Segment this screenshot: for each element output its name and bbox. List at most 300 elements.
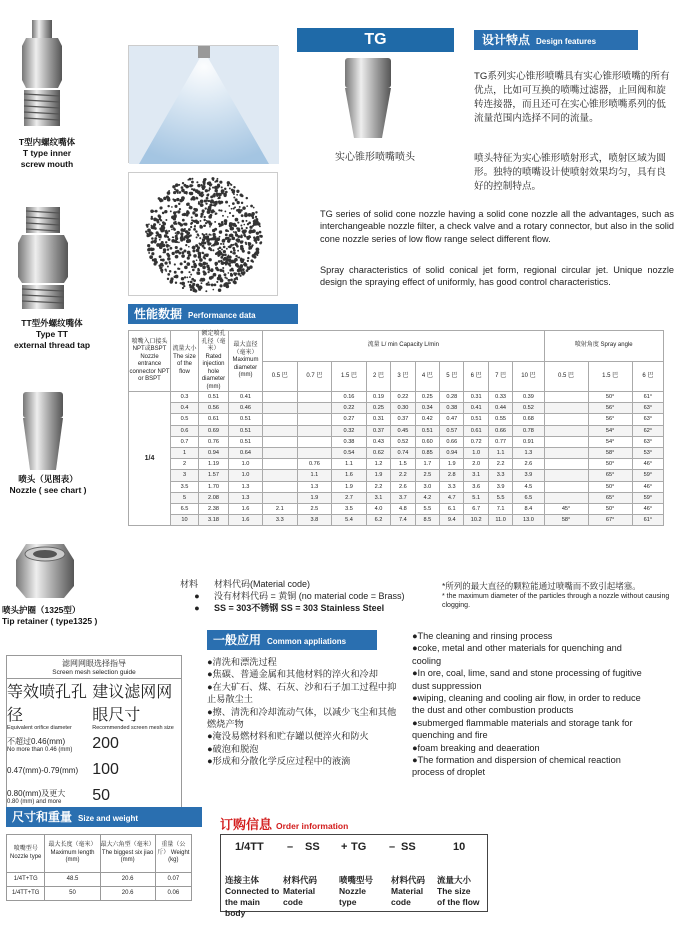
spray-droplet	[230, 225, 232, 227]
tg-label: TG	[297, 28, 454, 52]
spray-droplet	[191, 216, 193, 218]
table-cell: 1.57	[199, 470, 229, 481]
spray-droplet	[181, 186, 184, 189]
spray-droplet	[212, 187, 214, 189]
table-cell: 2.5	[297, 503, 332, 514]
spray-droplet	[168, 230, 170, 232]
spray-droplet	[238, 227, 240, 229]
order-label-line: 流量大小	[437, 875, 472, 885]
spray-droplet	[214, 204, 217, 207]
spray-droplet	[225, 264, 227, 266]
table-cell: 1.7	[415, 459, 439, 470]
table-cell: 0.38	[332, 436, 367, 447]
spray-droplet	[230, 251, 233, 254]
spray-droplet	[179, 248, 182, 251]
spray-droplet	[210, 195, 213, 198]
table-row	[129, 436, 664, 447]
spray-droplet	[259, 231, 262, 234]
spray-droplet	[175, 211, 177, 213]
spray-droplet	[241, 240, 243, 242]
spray-droplet	[193, 254, 197, 258]
spray-droplet	[186, 239, 188, 241]
t-type-label-en2: screw mouth	[20, 159, 74, 169]
table-cell: 0.22	[332, 403, 367, 414]
table-cell: 0.78	[513, 425, 544, 436]
spray-droplet	[222, 215, 224, 217]
size-header	[6, 807, 202, 827]
spray-droplet	[255, 242, 257, 244]
spray-droplet	[252, 254, 256, 258]
table-cell: 0.37	[391, 414, 415, 425]
retainer-label-zh: 喷头护圈（1325型）	[2, 605, 81, 615]
bullet-icon: ●	[194, 603, 200, 613]
table-cell: 1.9	[332, 481, 367, 492]
spray-droplet	[204, 225, 206, 227]
spray-droplet	[233, 281, 236, 284]
spray-droplet	[246, 205, 248, 207]
order-box	[220, 834, 488, 918]
spray-droplet	[232, 215, 234, 217]
spray-droplet	[167, 191, 171, 195]
pressure-header: 0.5 巴	[263, 361, 298, 392]
table-cell: 2.8	[440, 470, 464, 481]
table-cell: 2	[171, 459, 199, 470]
spray-droplet	[221, 261, 225, 265]
spray-droplet	[189, 205, 191, 207]
spray-droplet	[208, 190, 210, 192]
nozzle-label-zh: 喷头（见图表）	[18, 474, 78, 484]
table-row	[129, 425, 664, 436]
table-cell: 7.1	[488, 503, 512, 514]
table-cell: 6.1	[440, 503, 464, 514]
spray-droplet	[197, 235, 199, 237]
spray-droplet	[189, 276, 191, 278]
spray-droplet	[196, 249, 200, 253]
table-cell: 59°	[632, 492, 663, 503]
spray-droplet	[189, 178, 192, 181]
spray-droplet	[237, 201, 240, 204]
table-cell	[544, 470, 588, 481]
table-cell: 46°	[632, 481, 663, 492]
spray-droplet	[156, 231, 159, 234]
order-label-line: of the flow	[437, 897, 480, 907]
spray-droplet	[154, 237, 157, 240]
spray-droplet	[188, 271, 190, 273]
spray-droplet	[219, 269, 222, 272]
spray-droplet	[214, 221, 216, 223]
spray-droplet	[149, 255, 153, 259]
table-cell: 6.2	[366, 515, 390, 526]
application-item-en: ●wiping, cleaning and cooling air flow, in order to reduce the dust and other combustion products	[412, 693, 641, 716]
spray-droplet	[159, 239, 161, 241]
table-cell: 50°	[588, 503, 632, 514]
table-cell: 1.6	[229, 503, 263, 514]
mesh-title-zh: 滤网网眼选择指导	[62, 659, 126, 668]
spray-droplet	[193, 263, 196, 266]
application-item-zh: ●焦碳、普通金属和其他材料的淬火和冷却	[207, 669, 378, 680]
spray-droplet	[249, 265, 253, 269]
mesh-header-orifice	[7, 679, 92, 731]
spray-droplet	[254, 219, 256, 221]
table-cell: 0.6	[171, 425, 199, 436]
spray-droplet	[180, 262, 183, 265]
spray-droplet	[212, 249, 214, 251]
spray-droplet	[175, 185, 177, 187]
table-cell: 1.19	[199, 459, 229, 470]
spray-droplet	[192, 246, 195, 249]
spray-droplet	[237, 250, 239, 252]
material-block	[180, 578, 405, 614]
spray-droplet	[162, 229, 165, 232]
spray-droplet	[214, 228, 217, 231]
spray-droplet	[199, 237, 201, 239]
spray-droplet	[235, 198, 238, 201]
table-cell: 0.51	[415, 425, 439, 436]
spray-droplet	[191, 185, 193, 187]
mesh-row	[7, 731, 181, 757]
spray-droplet	[192, 260, 195, 263]
order-label	[225, 875, 281, 919]
t-type-body-photo	[12, 20, 72, 132]
table-cell: 0.28	[440, 392, 464, 403]
spray-droplet	[160, 219, 162, 221]
order-zh: 订购信息	[220, 817, 273, 832]
table-cell: 6.5	[513, 492, 544, 503]
spray-droplet	[159, 234, 162, 237]
table-cell: 2.1	[263, 503, 298, 514]
spray-droplet	[190, 289, 192, 291]
spray-droplet	[225, 229, 228, 232]
table-cell: 58°	[588, 447, 632, 458]
table-cell: 0.30	[391, 403, 415, 414]
spray-droplet	[255, 220, 259, 224]
spray-droplet	[165, 241, 167, 243]
spray-droplet	[168, 238, 171, 241]
design-para-1: TG系列实心锥形喷嘴具有实心锥形喷嘴的所有优点，比如可互换的喷嘴过滤器，止回阀和旋转连接器，而且还可在实心锥形喷嘴系列的低流量范围内选择不同的流量。	[474, 71, 670, 124]
perf-zh: 性能数据	[134, 307, 183, 321]
spray-droplet	[209, 222, 211, 224]
spray-droplet	[233, 244, 235, 246]
spray-droplet	[195, 244, 198, 247]
order-label-line: Material	[391, 886, 424, 896]
tt-type-label-zh: TT型外螺纹嘴体	[21, 318, 83, 328]
table-cell: 0.91	[513, 436, 544, 447]
spray-droplet	[214, 262, 218, 266]
spray-droplet	[183, 285, 185, 287]
table-cell	[544, 403, 588, 414]
spray-droplet	[210, 210, 214, 214]
nozzle-label-en: Nozzle ( see chart )	[9, 485, 87, 495]
spray-droplet	[242, 206, 246, 210]
spray-droplet	[163, 252, 165, 254]
table-cell: 0.62	[366, 447, 390, 458]
spray-droplet	[235, 243, 238, 246]
table-cell: 0.31	[366, 414, 390, 425]
spray-droplet	[250, 205, 253, 208]
table-cell: 0.64	[229, 447, 263, 458]
table-cell	[544, 436, 588, 447]
pressure-header: 4 巴	[415, 361, 439, 392]
table-cell	[544, 447, 588, 458]
order-label	[283, 875, 339, 908]
order-label-line: 连接主体	[225, 875, 260, 885]
table-cell: 3.6	[464, 481, 488, 492]
table-cell: 0.51	[229, 414, 263, 425]
spray-droplet	[220, 243, 222, 245]
table-cell	[263, 447, 298, 458]
mesh-h1-zh: 等效喷孔孔径	[7, 684, 88, 724]
spray-droplet	[232, 270, 234, 272]
spray-droplet	[180, 232, 183, 235]
spray-droplet	[256, 236, 260, 240]
table-cell: 2.6	[513, 459, 544, 470]
table-cell: 3.3	[263, 515, 298, 526]
spray-droplet	[253, 207, 255, 209]
spray-droplet	[237, 222, 239, 224]
table-cell: 0.51	[199, 392, 229, 403]
spray-droplet	[211, 245, 213, 247]
spray-droplet	[218, 196, 221, 199]
application-item-zh: ●破泡和脱泡	[207, 743, 259, 754]
table-cell	[297, 425, 332, 436]
table-cell: 2.5	[415, 470, 439, 481]
mesh-title-en: Screen mesh selection guide	[7, 669, 181, 679]
spray-droplet	[182, 219, 185, 222]
table-cell	[544, 414, 588, 425]
spray-droplet	[151, 252, 154, 255]
table-cell: 63°	[632, 414, 663, 425]
application-item-zh: ●淹没易燃材料和贮存罐以便淬火和防火	[207, 731, 369, 742]
table-row	[129, 481, 664, 492]
mesh-orifice-en: No more than 0.46 (mm)	[7, 746, 73, 753]
spray-droplet	[184, 266, 188, 270]
spray-droplet	[226, 282, 229, 285]
order-label-line: code	[283, 897, 303, 907]
table-cell: 1.9	[297, 492, 332, 503]
spray-droplet	[230, 233, 232, 235]
spray-droplet	[207, 268, 210, 271]
spray-droplet	[219, 236, 221, 238]
spray-droplet	[223, 243, 225, 245]
spray-droplet	[246, 269, 249, 272]
order-label	[437, 875, 493, 908]
table-cell: 0.27	[332, 414, 367, 425]
spray-droplet	[197, 184, 200, 187]
spray-droplet	[223, 284, 226, 287]
spray-droplet	[233, 260, 236, 263]
spray-droplet	[169, 263, 171, 265]
spray-droplet	[201, 252, 203, 254]
table-cell: 2.7	[332, 492, 367, 503]
t-type-label-zh: T型内螺纹嘴体	[18, 137, 76, 147]
table-cell: 3.5	[171, 481, 199, 492]
spray-droplet	[145, 231, 147, 233]
spray-droplet	[195, 213, 198, 216]
table-cell: 1.1	[488, 447, 512, 458]
tt-type-label-en1: Type TT	[36, 329, 68, 339]
spray-droplet	[198, 202, 201, 205]
spray-droplet	[201, 204, 203, 206]
mesh-header-size	[92, 679, 181, 731]
spray-droplet	[147, 228, 151, 232]
spray-droplet	[245, 243, 247, 245]
spray-droplet	[205, 290, 207, 292]
spray-droplet	[205, 222, 207, 224]
spray-droplet	[172, 252, 175, 255]
table-cell: 10.2	[464, 515, 488, 526]
size-header: 最大六角型（毫米） The biggest six jiao (mm)	[100, 835, 155, 873]
spray-droplet	[236, 209, 239, 212]
table-cell: 0.22	[391, 392, 415, 403]
spray-droplet	[194, 226, 196, 228]
spray-droplet	[225, 201, 228, 204]
spray-droplet	[232, 237, 236, 241]
spray-droplet	[189, 284, 192, 287]
spray-droplet	[160, 207, 162, 209]
table-cell: 1.3	[297, 481, 332, 492]
spray-droplet	[181, 254, 185, 258]
table-cell	[544, 481, 588, 492]
spray-droplet	[198, 243, 200, 245]
table-cell: 4.7	[440, 492, 464, 503]
header-flow: 流量 L/ min Capacity L/min	[263, 331, 545, 362]
pressure-header: 7 巴	[488, 361, 512, 392]
mesh-size: 100	[92, 761, 119, 778]
application-item-zh: ●在大矿石、煤、石灰、沙和石子加工过程中抑止易散尘土	[207, 681, 397, 705]
order-code-part: –	[389, 841, 396, 853]
spray-droplet	[229, 187, 231, 189]
table-cell: 53°	[632, 447, 663, 458]
order-label	[339, 875, 395, 908]
spray-droplet	[219, 246, 222, 249]
spray-droplet	[236, 265, 239, 268]
spray-droplet	[234, 231, 237, 234]
table-row	[129, 515, 664, 526]
table-cell: 0.69	[199, 425, 229, 436]
table-cell: 8.5	[415, 515, 439, 526]
table-cell: 0.52	[391, 436, 415, 447]
table-cell: 13.0	[513, 515, 544, 526]
material-ss-line: SS = 303不锈钢 SS = 303 Stainless Steel	[214, 603, 385, 613]
spray-droplet	[235, 218, 239, 222]
spray-droplet	[163, 197, 167, 201]
mesh-orifice	[7, 783, 92, 809]
table-cell: 50°	[588, 481, 632, 492]
spray-droplet	[246, 236, 248, 238]
spray-droplet	[228, 272, 230, 274]
spray-droplet	[224, 188, 226, 190]
application-item-en: ●submerged flammable materials and storage tank for quenching and fire	[412, 717, 633, 741]
spray-droplet	[211, 284, 214, 287]
table-cell	[544, 459, 588, 470]
spray-droplet	[221, 223, 224, 226]
table-cell: 65°	[588, 492, 632, 503]
spray-droplet	[216, 281, 218, 283]
table-cell: 0.16	[332, 392, 367, 403]
size-cell: 1/4TT+TG	[7, 887, 45, 901]
spray-droplet	[160, 259, 163, 262]
table-cell	[297, 403, 332, 414]
tt-type-body-photo	[16, 207, 70, 311]
table-cell: 0.46	[229, 403, 263, 414]
spray-droplet	[248, 222, 251, 225]
table-cell: 6.7	[464, 503, 488, 514]
table-cell: 61°	[632, 392, 663, 403]
spray-droplet	[188, 246, 190, 248]
spray-droplet	[169, 245, 171, 247]
table-row	[129, 392, 664, 403]
spray-droplet	[175, 250, 178, 253]
spray-droplet	[192, 269, 195, 272]
spray-droplet	[202, 194, 204, 196]
spray-droplet	[186, 276, 188, 278]
tip-retainer-photo	[14, 540, 76, 602]
application-item-en: ●foam breaking and deaeration	[412, 742, 540, 753]
pressure-header: 10 巴	[513, 361, 544, 392]
spray-droplet	[194, 209, 196, 211]
spray-droplet	[148, 247, 151, 250]
spray-droplet	[204, 242, 207, 245]
spray-droplet	[247, 251, 250, 254]
spray-droplet	[215, 267, 218, 270]
table-cell: 7.4	[391, 515, 415, 526]
table-cell: 0.94	[199, 447, 229, 458]
spray-droplet	[184, 276, 186, 278]
table-cell: 0.43	[366, 436, 390, 447]
spray-droplet	[229, 183, 231, 185]
table-cell: 9.4	[440, 515, 464, 526]
order-code-part: 10	[453, 841, 466, 853]
spray-droplet	[190, 226, 192, 228]
table-cell: 10	[171, 515, 199, 526]
table-row	[129, 414, 664, 425]
retainer-label-en: Tip retainer ( type1325 )	[2, 616, 98, 626]
spray-droplet	[205, 237, 208, 240]
spray-droplet	[251, 230, 254, 233]
spray-droplet	[200, 220, 202, 222]
spray-droplet	[219, 284, 222, 287]
spray-droplet	[220, 230, 222, 232]
inlet-size: 1/4	[129, 392, 171, 526]
table-cell: 5	[171, 492, 199, 503]
design-en: Design features	[536, 37, 597, 46]
spray-droplet	[202, 245, 205, 248]
table-cell: 2.2	[391, 470, 415, 481]
spray-droplet	[218, 209, 220, 211]
spray-droplet	[216, 252, 218, 254]
spray-droplet	[175, 246, 178, 249]
table-cell: 1	[171, 447, 199, 458]
table-cell: 0.47	[440, 414, 464, 425]
applications-en-list	[412, 630, 644, 779]
spray-droplet	[181, 251, 184, 254]
table-cell: 0.57	[440, 425, 464, 436]
table-cell: 0.85	[415, 447, 439, 458]
spray-droplet	[175, 282, 177, 284]
spray-droplet	[165, 219, 167, 221]
table-cell: 1.2	[366, 459, 390, 470]
spray-droplet	[243, 224, 245, 226]
mesh-h2-zh: 建议滤网网眼尺寸	[92, 684, 173, 724]
table-cell: 2.38	[199, 503, 229, 514]
spray-droplet	[240, 234, 242, 236]
spray-droplet	[242, 250, 245, 253]
table-cell: 45°	[544, 503, 588, 514]
spray-droplet	[179, 191, 182, 194]
spray-droplet	[225, 234, 228, 237]
spray-droplet	[239, 269, 241, 271]
spray-droplet	[185, 230, 188, 233]
